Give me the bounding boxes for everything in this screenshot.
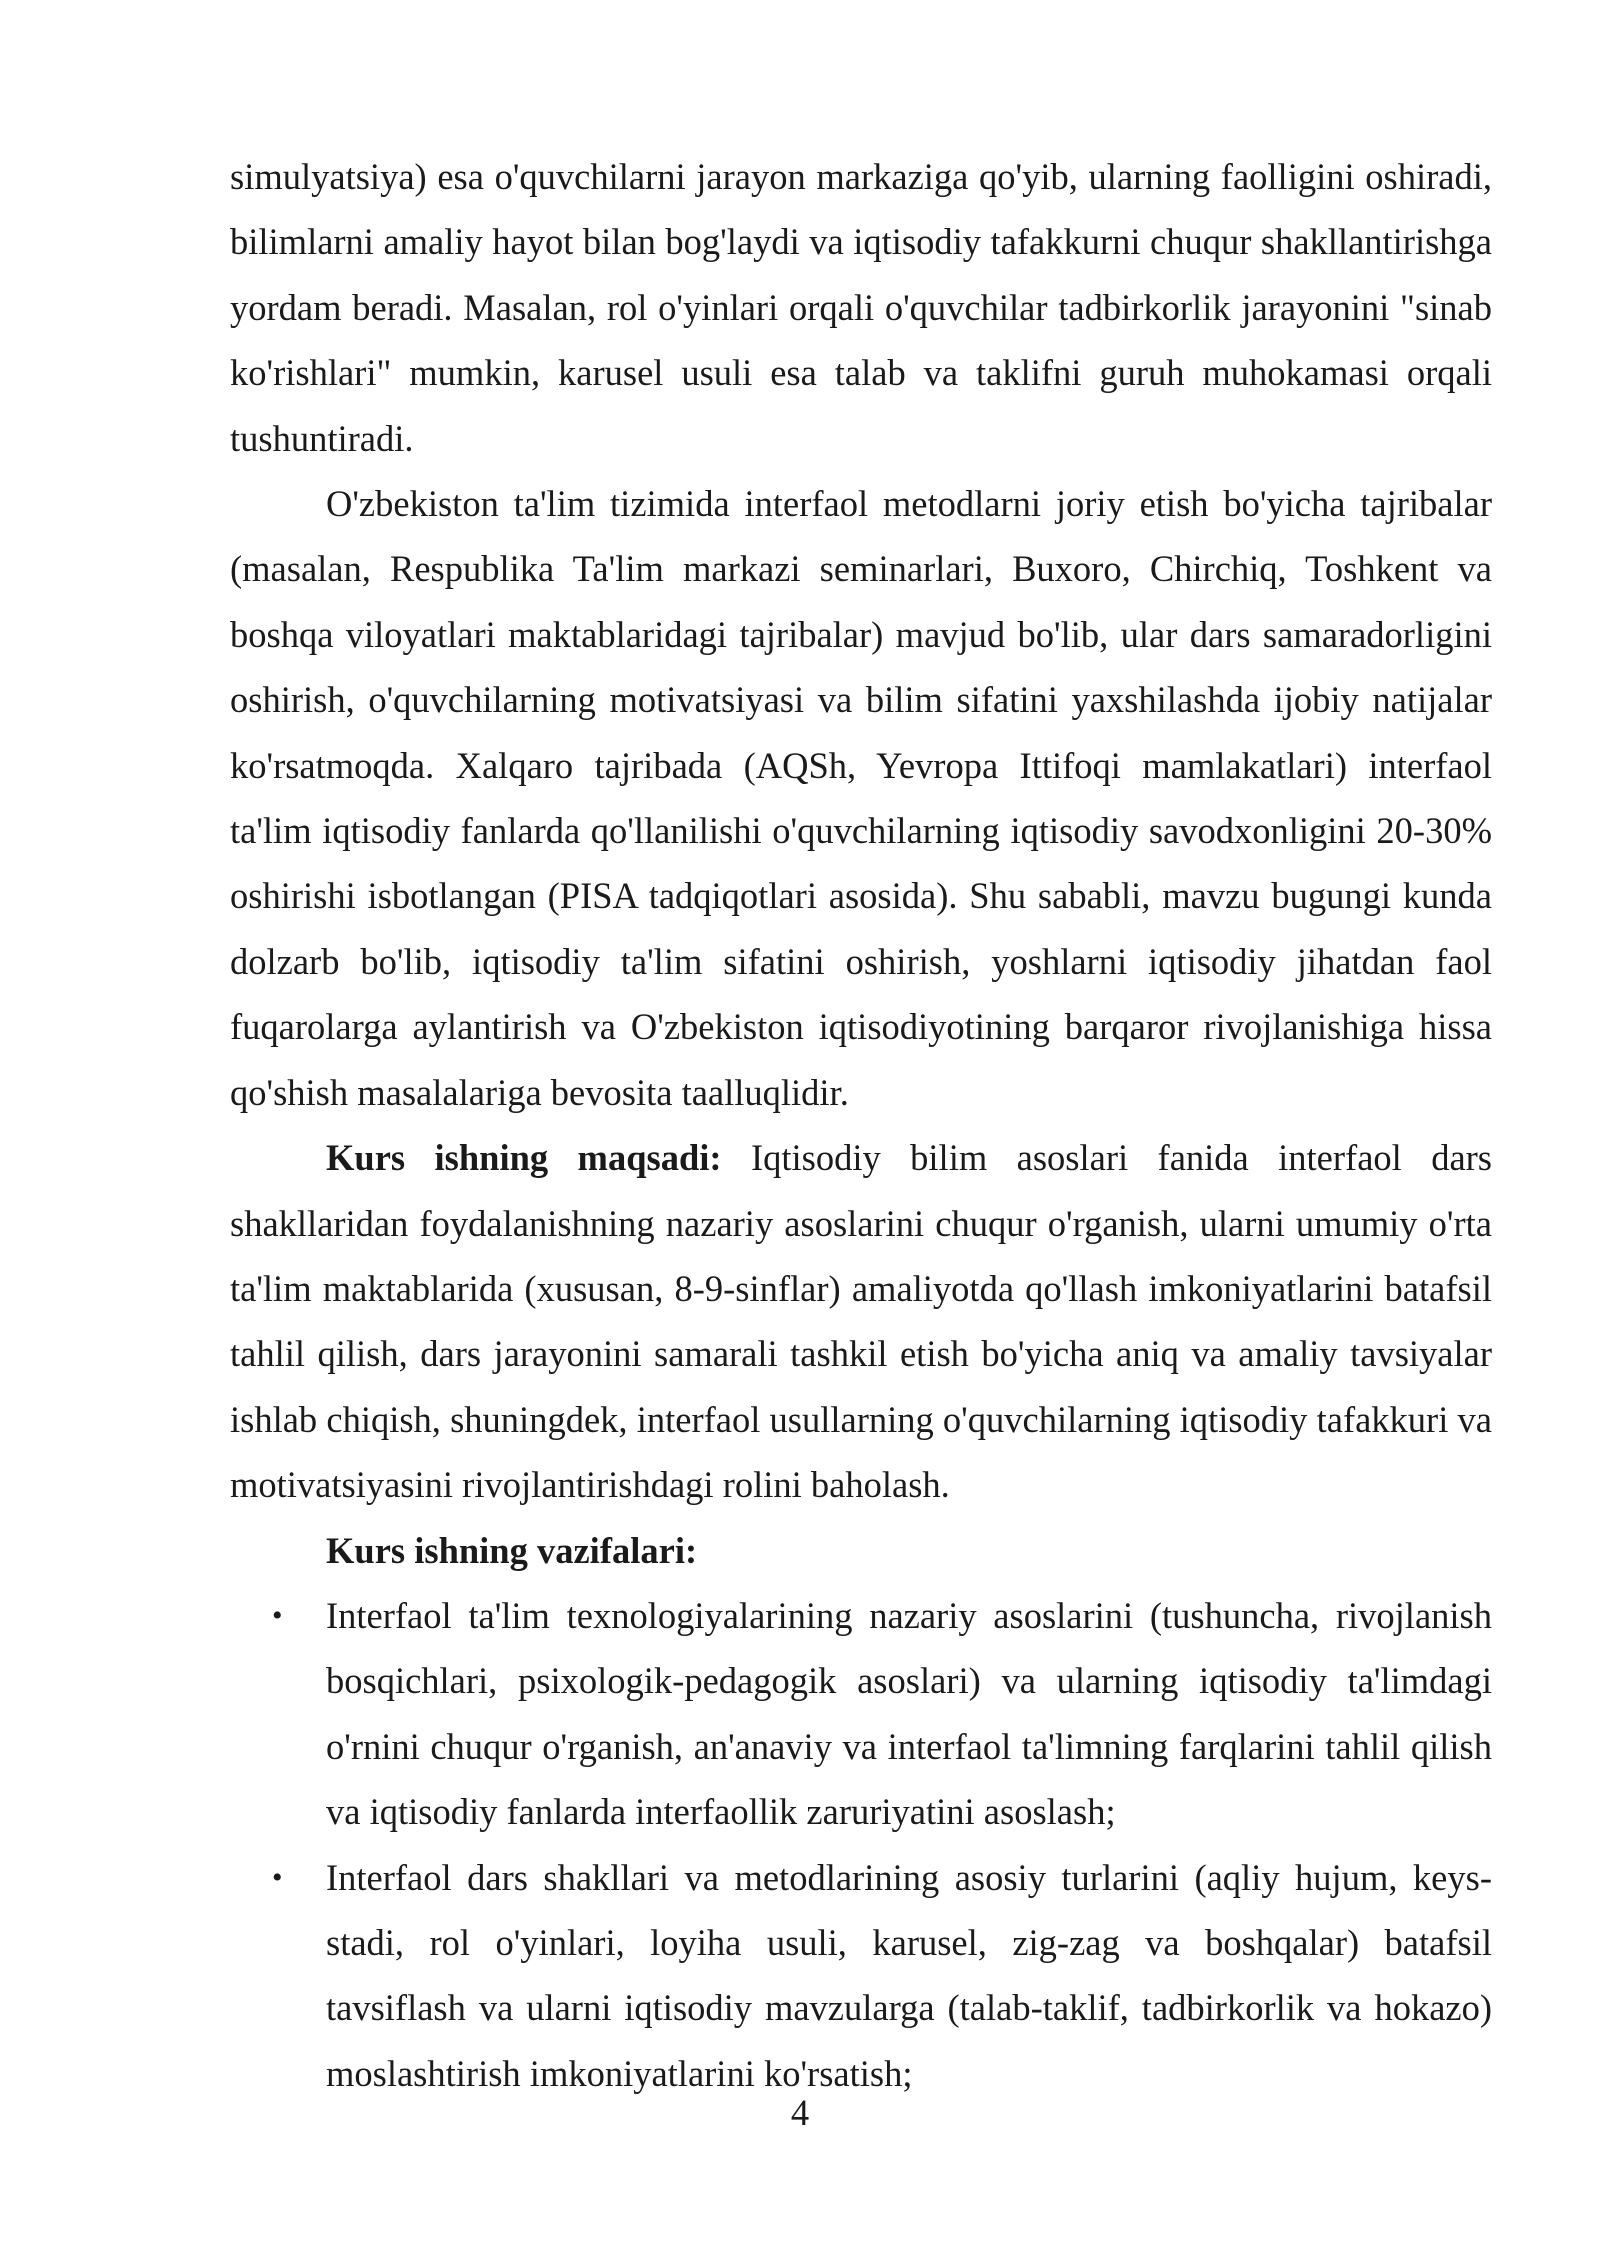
- page-body: [230, 144, 1492, 2106]
- course-goal-label: Kurs ishning maqsadi:: [326, 1137, 722, 1179]
- tasks-heading: Kurs ishning vazifalari:: [326, 1529, 698, 1571]
- tasks-list: [230, 1583, 1492, 2106]
- task-text: Interfaol dars shakllari va metodlarining asosiy turlarini (aqliy hujum, keys-stadi, rol o'yinlari, loyiha usuli, karusel, zig-zag va boshqalar) batafsil tavsiflash va ularni iqtisodiy mavzularga (talab-taklif, tadbirkorlik va hokazo) moslashtirish imkoniyatlarini ko'rsatish;: [326, 1856, 1492, 2094]
- paragraph-simulation: simulyatsiya) esa o'quvchilarni jarayon markaziga qo'yib, ularning faolligini oshiradi, bilimlarni amaliy hayot bilan bog'laydi va iqtisodiy tafakkurni chuqur shakllantirishga yordam beradi. Masalan, rol o'yinlari orqali o'quvchilar tadbirkorlik jarayonini "sinab ko'rishlari" mumkin, karusel usuli esa talab va taklifni guruh muhokamasi orqali tushuntiradi.: [230, 156, 1492, 459]
- paragraph-course-goal: [230, 1125, 1492, 1517]
- bullet-icon: •: [272, 1860, 283, 1894]
- paragraph-uzbekistan-experience: O'zbekiston ta'lim tizimida interfaol metodlarni joriy etish bo'yicha tajribalar (masalan, Respublika Ta'lim markazi seminarlari, Buxoro, Chirchiq, Toshkent va boshqa viloyatlari maktablaridagi tajribalar) mavjud bo'lib, ular dars samaradorligini oshirish, o'quvchilarning motivatsiyasi va bilim sifatini yaxshilashda ijobiy natijalar ko'rsatmoqda. Xalqaro tajribada (AQSh, Yevropa Ittifoqi mamlakatlari) interfaol ta'lim iqtisodiy fanlarda qo'llanilishi o'quvchilarning iqtisodiy savodxonligini 20-30% oshirishi isbotlangan (PISA tadqiqotlari asosida). Shu sababli, mavzu bugungi kunda dolzarb bo'lib, iqtisodiy ta'lim sifatini oshirish, yoshlarni iqtisodiy jihatdan faol fuqarolarga aylantirish va O'zbekiston iqtisodiyotining barqaror rivojlanishiga hissa qo'shish masalalariga bevosita taalluqlidir.: [230, 483, 1492, 1113]
- task-text: Interfaol ta'lim texnologiyalarining nazariy asoslarini (tushuncha, rivojlanish bosqichlari, psixologik-pedagogik asoslari) va ularning iqtisodiy ta'limdagi o'rnini chuqur o'rganish, an'anaviy va interfaol ta'limning farqlarini tahlil qilish va iqtisodiy fanlarda interfaollik zaruriyatini asoslash;: [326, 1594, 1492, 1833]
- bullet-icon: •: [272, 1598, 283, 1632]
- page-number: 4: [790, 2092, 810, 2133]
- list-item: [230, 1583, 1492, 1845]
- course-goal-text: Iqtisodiy bilim asoslari fanida interfaol dars shakllaridan foydalanishning nazariy asoslarini chuqur o'rganish, ularni umumiy o'rta ta'lim maktablarida (xususan, 8-9-sinflar) amaliyotda qo'llash imkoniyatlarini batafsil tahlil qilish, dars jarayonini samarali tashkil etish bo'yicha aniq va amaliy tavsiyalar ishlab chiqish, shuningdek, interfaol usullarning o'quvchilarning iqtisodiy tafakkuri va motivatsiyasini rivojlantirishdagi rolini baholash.: [230, 1137, 1493, 1506]
- list-item: [230, 1845, 1492, 2107]
